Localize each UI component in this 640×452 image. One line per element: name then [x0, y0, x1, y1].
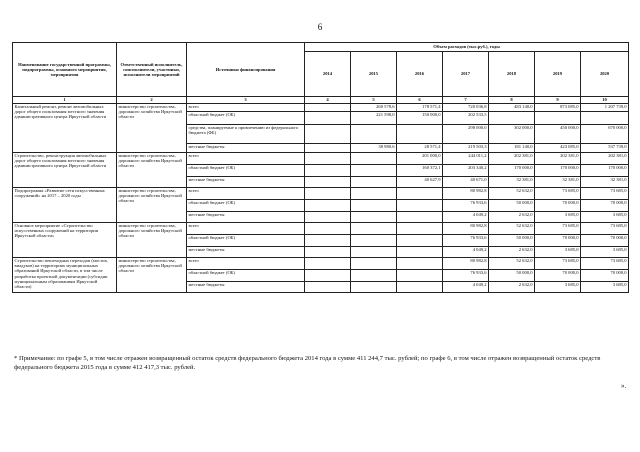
funding-source: всего [187, 223, 305, 235]
amount-cell: 150 000,0 [397, 112, 443, 125]
amount-cell [305, 188, 351, 200]
amount-cell: 873 085,0 [535, 104, 581, 112]
amount-cell: 3 685,0 [581, 282, 629, 293]
amount-cell: 170 000,0 [489, 165, 535, 177]
funding-source: местные бюджеты [187, 177, 305, 188]
amount-cell [581, 112, 629, 125]
amount-cell: 80 982,8 [443, 188, 489, 200]
amount-cell [397, 258, 443, 270]
amount-cell: 70 000,0 [581, 270, 629, 282]
amount-cell: 70 000,0 [535, 235, 581, 247]
amount-cell: 670 000,0 [581, 125, 629, 144]
funding-source: местные бюджеты [187, 247, 305, 258]
column-number: 9 [535, 97, 581, 104]
header-expenses: Объем расходов (тыс.руб.), годы [305, 43, 629, 52]
amount-cell [305, 212, 351, 223]
amount-cell [305, 270, 351, 282]
amount-cell [305, 282, 351, 293]
amount-cell [489, 112, 535, 125]
amount-cell: 50 000,0 [489, 200, 535, 212]
header-source: Источники финансирования [187, 43, 305, 97]
amount-cell: 202 381,0 [535, 153, 581, 165]
amount-cell [305, 104, 351, 112]
amount-cell [351, 235, 397, 247]
program-name: Подпрограмма «Развитие сети искусственных сооружений» на 2017 – 2020 годы [13, 188, 117, 223]
funding-source: местные бюджеты [187, 144, 305, 153]
amount-cell: 76 933,6 [443, 235, 489, 247]
column-number: 7 [443, 97, 489, 104]
amount-cell [397, 235, 443, 247]
amount-cell: 70 000,0 [581, 200, 629, 212]
year-header: 2014 [305, 52, 351, 97]
year-header: 2016 [397, 52, 443, 97]
amount-cell: 160 372,1 [397, 165, 443, 177]
amount-cell [305, 125, 351, 144]
table-body [13, 104, 629, 293]
amount-cell: 423 085,0 [535, 144, 581, 153]
amount-cell: 80 982,8 [443, 258, 489, 270]
amount-cell: 170 000,0 [535, 165, 581, 177]
amount-cell: 50 000,0 [489, 270, 535, 282]
amount-cell: 2 632,0 [489, 247, 535, 258]
amount-cell [351, 153, 397, 165]
amount-cell [397, 212, 443, 223]
amount-cell [351, 212, 397, 223]
funding-source: областной бюджет (ОБ) [187, 270, 305, 282]
amount-cell [305, 112, 351, 125]
column-number: 3 [187, 97, 305, 104]
amount-cell: 483 140,0 [489, 104, 535, 112]
amount-cell [305, 235, 351, 247]
amount-cell: 3 685,0 [535, 282, 581, 293]
amount-cell: 302 000,0 [489, 125, 535, 144]
program-name: Капитальный ремонт, ремонт автомобильных дорог общего пользования местного значения административного центра Иркутской области [13, 104, 117, 153]
amount-cell: 203 340,2 [443, 165, 489, 177]
page-number: 6 [317, 22, 323, 32]
amount-cell: 202 533,5 [443, 112, 489, 125]
amount-cell: 2 632,0 [489, 282, 535, 293]
amount-cell [351, 125, 397, 144]
amount-cell [351, 200, 397, 212]
amount-cell: 298 000,0 [443, 125, 489, 144]
amount-cell: 73 685,0 [535, 188, 581, 200]
amount-cell [351, 165, 397, 177]
program-name: Строительство, реконструкция автомобильных дорог общего пользования местного значения административного центра Иркутской области [13, 153, 117, 188]
amount-cell: 2 632,0 [489, 212, 535, 223]
funding-source: областной бюджет (ОБ) [187, 112, 305, 125]
column-number: 5 [351, 97, 397, 104]
amount-cell: 260 578,6 [351, 104, 397, 112]
amount-cell: 40 671,0 [443, 177, 489, 188]
executor-name: министерство строительства, дорожного хозяйства Иркутской области [117, 223, 187, 258]
amount-cell: 80 982,8 [443, 223, 489, 235]
amount-cell: 181 140,0 [489, 144, 535, 153]
amount-cell: 32 381,0 [535, 177, 581, 188]
funding-source: всего [187, 104, 305, 112]
executor-name: министерство строительства, дорожного хозяйства Иркутской области [117, 258, 187, 293]
amount-cell: 3 685,0 [535, 212, 581, 223]
closing-mark: ». [621, 382, 627, 390]
amount-cell: 178 571,4 [397, 104, 443, 112]
amount-cell: 32 381,0 [489, 177, 535, 188]
amount-cell [351, 270, 397, 282]
program-name: Строительство пешеходных переходов (мостов, виадуков) на территориях муниципальных образований Иркутской области, в том числе разработка проектной документации (субсидии муниципальным образованиям Иркутской области) [13, 258, 117, 293]
amount-cell: 3 685,0 [581, 212, 629, 223]
amount-cell: 73 685,0 [581, 223, 629, 235]
table-row [13, 223, 629, 235]
header-executor: Ответственный исполнитель, соисполнители, участники, исполнители мероприятий [117, 43, 187, 97]
amount-cell: 201 000,0 [397, 153, 443, 165]
amount-cell: 73 685,0 [535, 258, 581, 270]
year-header: 2017 [443, 52, 489, 97]
amount-cell: 76 933,6 [443, 270, 489, 282]
amount-cell: 219 503,3 [443, 144, 489, 153]
amount-cell: 3 685,0 [581, 247, 629, 258]
amount-cell: 73 685,0 [535, 223, 581, 235]
amount-cell: 202 381,0 [581, 153, 629, 165]
executor-name: министерство строительства, дорожного хозяйства Иркутской области [117, 104, 187, 153]
amount-cell [305, 258, 351, 270]
amount-cell [351, 282, 397, 293]
funding-source: всего [187, 153, 305, 165]
amount-cell [351, 177, 397, 188]
amount-cell [305, 153, 351, 165]
column-number: 10 [581, 97, 629, 104]
year-header: 2019 [535, 52, 581, 97]
budget-table [12, 42, 629, 293]
column-number: 6 [397, 97, 443, 104]
program-name: Основное мероприятие «Строительство искусственных сооружений на территории Иркутской области» [13, 223, 117, 258]
amount-cell: 32 381,0 [581, 177, 629, 188]
amount-cell [397, 188, 443, 200]
amount-cell: 720 036,8 [443, 104, 489, 112]
amount-cell [305, 200, 351, 212]
table-row [13, 104, 629, 112]
year-header: 2020 [581, 52, 629, 97]
amount-cell [535, 112, 581, 125]
amount-cell: 73 685,0 [581, 258, 629, 270]
amount-cell: 202 381,0 [489, 153, 535, 165]
table-row [13, 188, 629, 200]
amount-cell [351, 188, 397, 200]
amount-cell [397, 270, 443, 282]
amount-cell [305, 223, 351, 235]
amount-cell [351, 223, 397, 235]
amount-cell: 50 000,0 [489, 235, 535, 247]
amount-cell: 52 632,0 [489, 188, 535, 200]
amount-cell: 40 627,9 [397, 177, 443, 188]
amount-cell: 28 571,4 [397, 144, 443, 153]
column-number-row [13, 97, 629, 104]
amount-cell [397, 247, 443, 258]
amount-cell: 1 207 739,0 [581, 104, 629, 112]
executor-name: министерство строительства, дорожного хозяйства Иркутской области [117, 188, 187, 223]
amount-cell: 221 598,0 [351, 112, 397, 125]
amount-cell: 73 685,0 [581, 188, 629, 200]
amount-cell: 537 739,0 [581, 144, 629, 153]
amount-cell [397, 200, 443, 212]
amount-cell [305, 165, 351, 177]
amount-cell [397, 125, 443, 144]
amount-cell [351, 258, 397, 270]
year-header: 2015 [351, 52, 397, 97]
funding-source: местные бюджеты [187, 282, 305, 293]
amount-cell: 76 933,6 [443, 200, 489, 212]
amount-cell [397, 282, 443, 293]
amount-cell: 3 685,0 [535, 247, 581, 258]
amount-cell [351, 247, 397, 258]
amount-cell [397, 223, 443, 235]
funding-source: областной бюджет (ОБ) [187, 235, 305, 247]
header-program: Наименование государственной программы, подпрограммы, основного мероприятия, мероприятия [13, 43, 117, 97]
funding-source: средства, планируемые к привлечению из федерального бюджета (ФБ) [187, 125, 305, 144]
table-row [13, 258, 629, 270]
amount-cell: 4 049,2 [443, 247, 489, 258]
column-number: 2 [117, 97, 187, 104]
funding-source: областной бюджет (ОБ) [187, 200, 305, 212]
executor-name: министерство строительства, дорожного хозяйства Иркутской области [117, 153, 187, 188]
amount-cell: 38 980,6 [351, 144, 397, 153]
amount-cell: 4 049,2 [443, 212, 489, 223]
amount-cell: 70 000,0 [535, 200, 581, 212]
amount-cell: 52 632,0 [489, 258, 535, 270]
column-number: 1 [13, 97, 117, 104]
funding-source: областной бюджет (ОБ) [187, 165, 305, 177]
amount-cell: 70 000,0 [581, 235, 629, 247]
amount-cell [305, 144, 351, 153]
funding-source: местные бюджеты [187, 212, 305, 223]
column-number: 4 [305, 97, 351, 104]
funding-source: всего [187, 258, 305, 270]
footnote: * Примечание: по графе 5, в том числе отражен возвращенный остаток средств федерального бюджета 2014 года в сумме 411 244,7 тыс. рублей; по графе 6, в том числе отражен возвращенный остаток средств федерального бюджета 2015 года в сумме 412 417,3 тыс. рублей. [14, 355, 601, 371]
amount-cell: 70 000,0 [535, 270, 581, 282]
amount-cell: 450 000,0 [535, 125, 581, 144]
year-header: 2018 [489, 52, 535, 97]
amount-cell: 244 011,2 [443, 153, 489, 165]
funding-source: всего [187, 188, 305, 200]
table-row [13, 153, 629, 165]
amount-cell [305, 247, 351, 258]
amount-cell: 170 000,0 [581, 165, 629, 177]
column-number: 8 [489, 97, 535, 104]
amount-cell [305, 177, 351, 188]
amount-cell: 52 632,0 [489, 223, 535, 235]
amount-cell: 4 049,2 [443, 282, 489, 293]
